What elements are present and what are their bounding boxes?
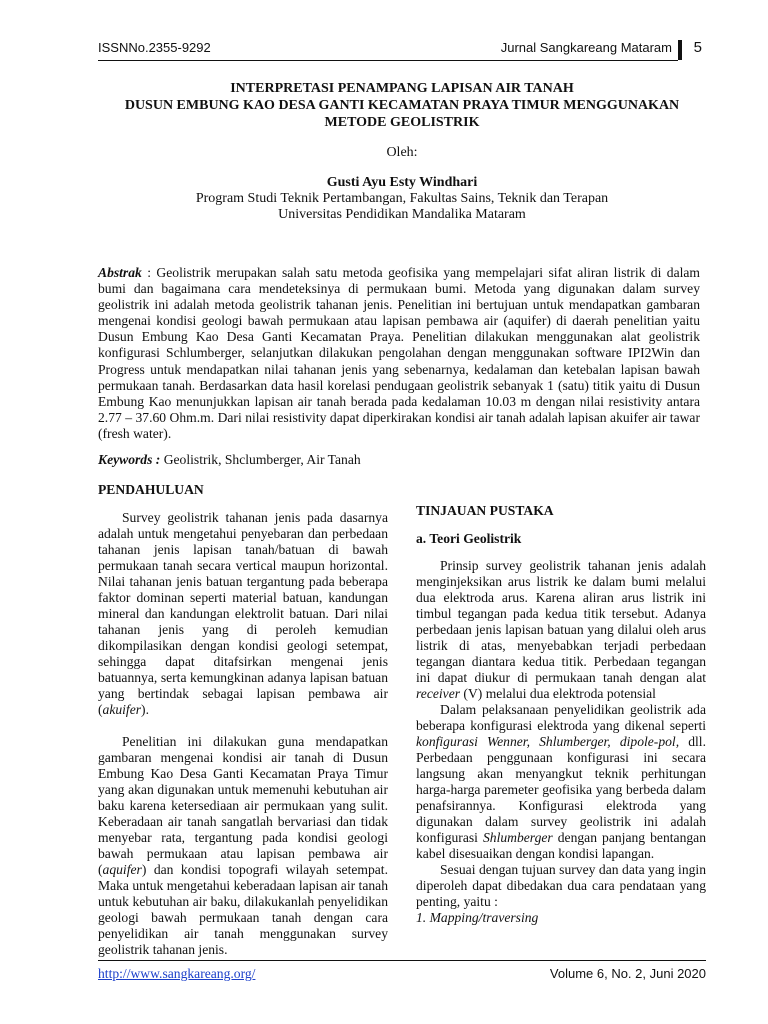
- journal-website-link[interactable]: http://www.sangkareang.org/: [98, 966, 256, 981]
- paragraph: Dalam pelaksanaan penyelidikan geolistrik ada beberapa konfigurasi elektroda yang dikenal seperti konfigurasi Wenner, Shlumberger, dipole-pol, dll. Perbedaan penggunaan konfigurasi ini secara langsung akan menyangkut teknik perhitungan harga-harga paremeter geofisika yang berbeda dalam penafsirannya. Konfigurasi elektroda yang digunakan dalam survey geolistrik ini adalah konfigurasi Shlumberger dengan panjang bentangan kabel disesuaikan dengan kondisi lapangan.: [416, 702, 706, 861]
- keywords-text: Geolistrik, Shclumberger, Air Tanah: [160, 452, 361, 467]
- title-line: METODE GEOLISTRIK: [324, 115, 480, 130]
- affiliation-line: Program Studi Teknik Pertambangan, Fakultas Sains, Teknik dan Terapan: [195, 191, 609, 206]
- abstract-text: : Geolistrik merupakan salah satu metoda geofisika yang mempelajari sifat aliran listrik di dalam bumi dan bagaimana cara mendeteksinya di permukaan bumi. Metoda yang digunakan dalam survey geolistrik ini adalah metoda geolistrik tahanan jenis. Penelitian ini bertujuan untuk mendapatkan gambaran mengenai kondisi geologi bawah permukaan atau lapisan pembawa air (aquifer) di daerah penelitian yaitu Dusun Embung Kao Desa Ganti Kecamatan Praya. Penelitian dilakukan menggunakan alat geolistrik konfigurasi Schlumberger, selanjutkan dilakukan pengolahan dengan menggunakan software IPI2Win dan Progress untuk mendapatkan nilai tahanan jenis yang sebenarnya, kedalaman dan ketebalan lapisan bawah permukaan tanah. Berdasarkan data hasil korelasi pendugaan geolistrik sebanyak 1 (satu) titik yaitu di Dusun Embung Kao menunjukkan lapisan air tanah berada pada kedalaman 10.03 m dengan nilai resistivity antara 2.77 – 37.60 Ohm.m. Dari nilai resistivity dapat diperkirakan kondisi air tanah adalah lapisan akuifer air tawar (fresh water).: [98, 265, 700, 441]
- title-line: INTERPRETASI PENAMPANG LAPISAN AIR TANAH: [230, 81, 574, 96]
- author-affiliation: [98, 191, 706, 223]
- title-line: DUSUN EMBUNG KAO DESA GANTI KECAMATAN PRAYA TIMUR MENGGUNAKAN: [124, 98, 680, 113]
- by-label: Oleh:: [386, 145, 418, 160]
- author-name: Gusti Ayu Esty Windhari: [326, 175, 478, 190]
- paper-title: [98, 80, 706, 131]
- page-number: 5: [693, 39, 702, 56]
- subsection-heading: a. Teori Geolistrik: [416, 531, 522, 546]
- paragraph: Survey geolistrik tahanan jenis pada dasarnya adalah untuk mengetahui penyebaran dan perbedaan tahanan jenis lapisan tanah/batuan di bawah permukaan tanah secara vertical maupun horizontal. Nilai tahanan jenis batuan tergantung pada beberapa faktor dominan seperti material batuan, kandungan mineral dan kandungan elektrolit batuan. Dari nilai tahanan jenis yang di peroleh kemudian dikompilasikan dengan kondisi geologi setempat, sehingga dapat ditafsirkan mengenai jenis batuannya, serta kemungkinan adanya lapisan batuan yang bertindak sebagai lapisan pembawa air (akuifer).: [98, 510, 388, 717]
- abstract-label: Abstrak: [98, 265, 142, 280]
- left-column: [98, 482, 388, 958]
- list-item: 1. Mapping/traversing: [416, 910, 539, 925]
- section-heading: PENDAHULUAN: [98, 482, 204, 497]
- paragraph: Prinsip survey geolistrik tahanan jenis adalah menginjeksikan arus listrik ke dalam bumi melalui dua elektroda arus. Karena aliran arus listrik ini timbul tegangan pada kedua titik tersebut. Adanya perbedaan jenis lapisan batuan yang dilalui oleh arus listrik di atas, menyebabkan terjadi perbedaan tegangan diantara kedua titik. Perbedaan tegangan ini dapat diukur di permukaan tanah dengan alat receiver (V) melalui dua elektroda potensial: [416, 558, 706, 701]
- header-bar: [678, 40, 682, 60]
- header-rule: [98, 60, 678, 61]
- page-header: [98, 40, 706, 62]
- journal-name: Jurnal Sangkareang Mataram: [500, 40, 672, 55]
- right-column: [416, 503, 706, 926]
- keywords-label: Keywords :: [98, 452, 161, 467]
- volume-label: Volume 6, No. 2, Juni 2020: [549, 966, 706, 981]
- issn-label: ISSNNo.2355-9292: [98, 40, 211, 55]
- abstract: [98, 265, 700, 442]
- affiliation-line: Universitas Pendidikan Mandalika Mataram: [278, 207, 526, 222]
- section-heading: TINJAUAN PUSTAKA: [416, 503, 554, 518]
- keywords: [98, 452, 700, 468]
- paragraph: Sesuai dengan tujuan survey dan data yang ingin diperoleh dapat dibedakan dua cara pendataan yang penting, yaitu :: [416, 862, 706, 909]
- paragraph: Penelitian ini dilakukan guna mendapatkan gambaran mengenai kondisi air tanah di Dusun Embung Kao Desa Ganti Kecamatan Praya Timur yang akan digunakan untuk memenuhi kebutuhan air baku karena ketersediaan air permukaan yang sulit. Keberadaan air tanah sangatlah bervariasi dan tidak menyebar rata, tergantung pada kondisi geologi bawah permukaan atau lapisan pembawa air (aquifer) dan kondisi topografi wilayah setempat. Maka untuk mengetahui keberadaan lapisan air tanah untuk kebutuhan air baku, dilakukanlah penyelidikan geologi bawah permukaan tanah dengan cara penyelidikan air tanah menggunakan survey geolistrik tahanan jenis.: [98, 734, 388, 957]
- footer-rule: [98, 960, 706, 961]
